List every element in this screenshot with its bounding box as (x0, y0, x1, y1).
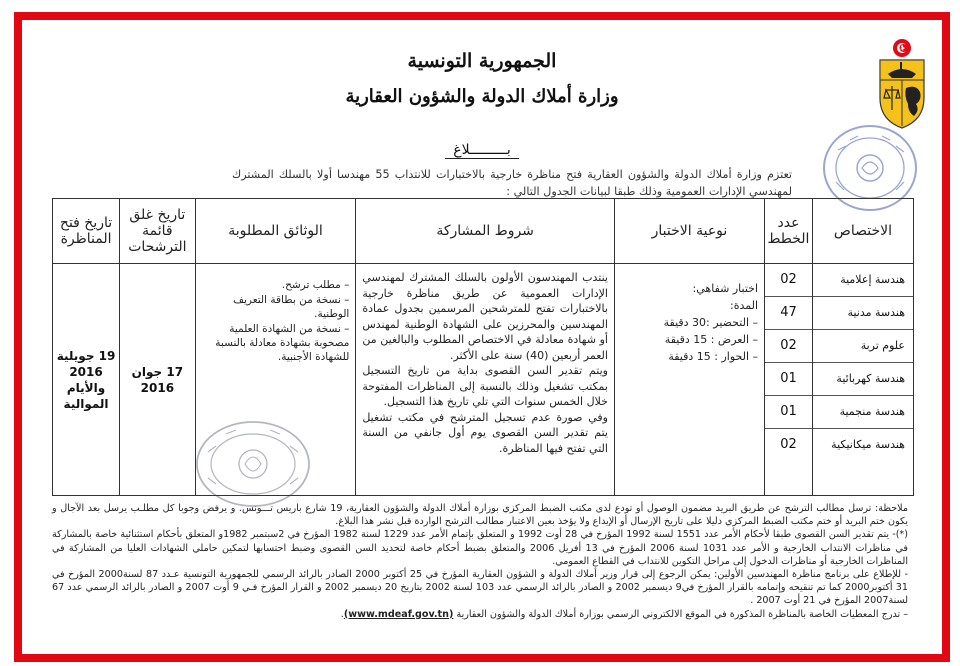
count-item: 01 (765, 396, 812, 429)
header-opening-date: تاريخ فتح المناظرة (53, 199, 120, 264)
coat-of-arms-icon (876, 38, 928, 130)
footer-note: – تدرج المعطيات الخاصة بالمناظرة المذكورة في الموقع الالكتروني الرسمي بوزارة أملاك الدولة والشؤون العقارية (www.mdeaf.gov.tn). (340, 608, 908, 620)
exam-type-line: المدة: (730, 299, 759, 312)
condition-paragraph: ينتدب المهندسون الأولون بالسلك المشترك لمهندسي الإدارات العمومية عن طريق مناظرة خارجية بالاختبارات تفتح للمترشحين المرسمين بجدول عمادة المهندسين والمحرزين على الشهادة الوطنية لمهندس أو شهادة معادلة في الاختصاص المطلوب والبالغين من العمر أربعين (40) سنة على الأكثر. (362, 271, 608, 362)
header-closing-date: تاريخ غلق قائمة الترشحات (120, 199, 196, 264)
footer-note: - للإطلاع على برنامج مناظرة المهندسين الأولين: يمكن الرجوع إلى قرار وزير أملاك الدولة و الشؤون العقارية المؤرخ في 25 أكتوبر 2000 الصادر بالرائد الرسمي للجمهورية التونسية عـدد 87 لسنة2000 المؤرخ في 31 أكتوبر2000 كما تم تنقيحه وإتمامه بالقرار المؤرخ في9 ديسمبر 2002 و الصادر بالرائد الرسمي عدد 103 لسنة 2002 بتاريخ 20 ديسمبر 2002 و القرار المؤرخ فـي 9 أوت 2007 و الصادر بالرائد الرسمي عدد 67 لسنة2007 المؤرخ في 21 أوت 2007 . (52, 569, 908, 607)
document-item: – نسخة من بطاقة التعريف الوطنية. (233, 294, 350, 320)
opening-date-line: 19 جويلية (56, 348, 116, 363)
red-frame (14, 12, 950, 662)
count-cell (765, 264, 813, 496)
specialty-item: هندسة كهربائية (813, 363, 913, 396)
count-item: 01 (765, 363, 812, 396)
exam-type-line: – العرض : 15 دقيقة (664, 333, 759, 346)
documents-cell (195, 264, 356, 496)
count-item: 02 (765, 330, 812, 363)
specialty-item: هندسة منجمية (813, 396, 913, 429)
exam-type-line: – الحوار : 15 دقيقة (668, 350, 759, 363)
table-header-row (53, 199, 914, 264)
footer-note: ملاحظة: ترسل مطالب الترشح عن طريق البريد مضمون الوصول أو تودع لدى مكتب الضبط المركزي بوزارة أملاك الدولة والشؤون العقارية، 19 شارع باريس تـــونس. و يرفض وجوبا كل مطلـب يرسل بعد الآجال و يكون ختم البريد أو ختم مكتب الضبط المركزي دليلا على تاريخ الإرسال أو الإيداع ولا يؤخذ بعين الاعتبار مطالب الترشح الواردة قبل نشر هذا البلاغ. (52, 503, 909, 528)
header-count: عدد الخطط (765, 199, 813, 264)
specialty-item: هندسة مدنية (813, 297, 913, 330)
count-item: 47 (765, 297, 812, 330)
exam-type-line: اختبار شفاهي: (692, 282, 759, 295)
specialty-cell (812, 264, 913, 496)
closing-date-cell: 17 جوان 2016 (120, 264, 196, 496)
opening-date-line: 2016 (69, 364, 103, 379)
specialty-item: هندسة ميكانيكية (831, 438, 905, 451)
footer-notes (52, 502, 908, 621)
document-item: – مطلب ترشح. (281, 279, 350, 291)
notice-title: بـــــــــلاغ (402, 142, 562, 158)
conditions-cell (356, 264, 615, 496)
condition-paragraph: ويتم تقدير السن القصوى بداية من تاريخ التسجيل بمكتب تشغيل وذلك بالنسبة إلى المناظرات المفتوحة خلال الخمس سنوات التي تلي تاريخ هذا التسجيل. (362, 364, 608, 408)
footer-note: (*)- يتم تقدير السن القصوى طبقا لأحكام الأمر عدد 1551 لسنة 1992 المؤرخ في 28 أوت 1992 و المتعلق بإتمام الأمر عدد 1229 لسنة 1982 المؤرخ في 2سبتمبر 1982و المتعلق بأحكام استثنائية خاصة بالمشاركة في مناظرات الانتداب الخارجية و الأمر عدد 1031 لسنة 2006 المؤرخ في 13 أفريل 2006 والمتعلق بضبط أحكام خاصة لتحديد السن القصوى وضبط احتسابها لتمكين حاملي الشهادات العليا من المشاركة في المناظرات الخارجية أو مناظرات الدخول إلى مراحل التكوين للانتداب في القطاع العمومي. (52, 529, 908, 567)
header-specialty: الاختصاص (812, 199, 913, 264)
website-link[interactable]: (www.mdeaf.gov.tn) (343, 608, 454, 620)
specialty-item: علوم تربة (813, 330, 913, 363)
table-row (53, 264, 914, 496)
intro-paragraph: تعتزم وزارة أملاك الدولة والشؤون العقارية فتح مناظرة خارجية بالاختبارات للانتداب 55 مهندسا أولا بالسلك المشترك لمهندسي الإدارات العمومية وذلك طبقا لبيانات الجدول التالي : (232, 168, 792, 198)
country-title: الجمهورية التونسية (407, 50, 557, 72)
count-item: 02 (765, 264, 812, 297)
competition-table (52, 198, 914, 496)
ministry-title: وزارة أملاك الدولة والشؤون العقارية (345, 86, 619, 107)
exam-type-cell (614, 264, 764, 496)
document-item: – نسخة من الشهادة العلمية مصحوبة بشهادة معادلة بالنسبة للشهادة الأجنبية. (215, 323, 350, 363)
condition-paragraph: وفي صورة عدم تسجيل المترشح في مكتب تشغيل يتم تقدير السن القصوى يوم أول جانفي من السنة التي تفتح فيها المناظرة. (362, 410, 608, 455)
header-exam-type: نوعية الاختبار (614, 199, 764, 264)
header-conditions: شروط المشاركة (356, 199, 615, 264)
opening-date-line: والأيام الموالية (63, 380, 109, 411)
opening-date-cell (53, 264, 120, 496)
specialty-item: هندسة إعلامية (813, 264, 913, 297)
count-item: 02 (780, 437, 797, 452)
exam-type-line: – التحضير :30 دقيقة (663, 316, 759, 329)
document-sheet (22, 20, 942, 654)
header-documents: الوثائق المطلوبة (195, 199, 356, 264)
